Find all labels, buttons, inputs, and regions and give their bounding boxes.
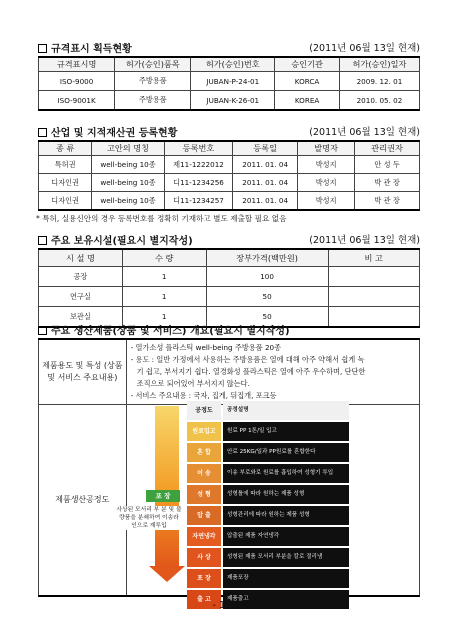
column-header: 발명자 — [298, 141, 355, 156]
cell: 2010. 05. 02 — [339, 91, 419, 111]
process-step-row — [187, 422, 349, 441]
section-title: 주요 생산제품(상품 및 서비스) 개요(필요시 별지작성) — [51, 326, 290, 337]
section-title: 산업 및 지적재산권 등록현황 — [51, 128, 178, 139]
checkbox-square-icon — [38, 326, 47, 335]
summary-line: 기 쉽고, 부서지기 쉽다. 열경화성 플라스틱은 열에 아주 우수하며, 단단한 — [136, 367, 366, 376]
row-label: 제품용도 및 특성 (상품 및 서비스 주요내용) — [39, 339, 127, 405]
as-of-date: (2011년 06월 13일 현재) — [309, 127, 420, 138]
section-header — [38, 124, 420, 138]
column-header: 종 류 — [39, 141, 92, 156]
ip-registration-section — [38, 124, 420, 224]
table-row — [39, 174, 420, 192]
cell: 50 — [206, 287, 328, 307]
process-step-row — [187, 464, 349, 483]
process-step-name: 사 상 — [187, 548, 221, 567]
column-header: 관리권자 — [355, 141, 420, 156]
cell: well-being 10종 — [92, 174, 164, 192]
section-title: 규격표시 획득현황 — [51, 44, 132, 55]
column-header: 허가(승인)일자 — [339, 57, 419, 72]
packaging-badge: 포 장 — [146, 490, 180, 502]
cell: 1 — [122, 267, 206, 287]
cell: 주방용품 — [115, 72, 191, 91]
flow-arrow-head — [149, 566, 185, 582]
cell: 100 — [206, 267, 328, 287]
cell: 1 — [122, 307, 206, 328]
summary-line: - 용도 : 일반 가정에서 사용하는 주방용품은 열에 대해 아주 약해서 쉽게 녹 — [130, 355, 365, 364]
ip-table — [38, 140, 420, 211]
as-of-date: (2011년 06월 13일 현재) — [309, 43, 420, 54]
cell: well-being 10종 — [92, 156, 164, 174]
cell: well-being 10종 — [92, 192, 164, 211]
as-of-date: (2011년 06월 13일 현재) — [309, 235, 420, 246]
product-summary — [126, 339, 419, 405]
section-header — [38, 40, 420, 54]
summary-line: - 열가소성 플라스틱 well-being 주방용품 20종 — [130, 343, 282, 352]
cell: 보관실 — [39, 307, 123, 328]
process-step-name: 포 장 — [187, 569, 221, 588]
cell: 디11-1234256 — [164, 174, 233, 192]
column-header: 승인기관 — [275, 57, 340, 72]
process-step-row — [187, 548, 349, 567]
flow-arrow-shaft — [155, 406, 179, 566]
cell — [328, 267, 419, 287]
process-step-desc: 안료 25KG/일과 PP원료를 혼합한다 — [223, 443, 349, 462]
cell: 주방용품 — [115, 91, 191, 111]
recycle-note: 사상된 모서리 부 분 및 불량품을 분쇄하여 이송라 인으로 재투입 — [116, 507, 182, 529]
cell: ISO-9001K — [39, 91, 115, 111]
cell: 특허권 — [39, 156, 92, 174]
cell — [328, 287, 419, 307]
table-row — [39, 192, 420, 211]
certification-table — [38, 56, 420, 111]
table-header-row — [39, 57, 420, 72]
column-header: 허가(승인)번호 — [191, 57, 275, 72]
process-step-name: 원료입고 — [187, 422, 221, 441]
column-header: 등록번호 — [164, 141, 233, 156]
process-flow-table — [187, 401, 349, 611]
table-header-row — [39, 141, 420, 156]
column-header: 등록일 — [233, 141, 298, 156]
cell: JUBAN-P-24-01 — [191, 72, 275, 91]
table-row — [39, 287, 420, 307]
cell: 박성지 — [298, 156, 355, 174]
process-step-name: 이 송 — [187, 464, 221, 483]
cell: 1 — [122, 287, 206, 307]
table-row — [39, 156, 420, 174]
footnote: * 특허, 실용신안의 경우 등록번호를 정확히 기재하고 별도 제출할 필요 없음 — [36, 214, 287, 223]
cell: 2009. 12. 01 — [339, 72, 419, 91]
table-row — [39, 91, 420, 111]
process-step-desc: 성형관리에 따라 원하는 제품 성형 — [223, 506, 349, 525]
page-number: - 12 - — [212, 600, 238, 611]
table-row — [39, 72, 420, 91]
column-header: 시 설 명 — [39, 249, 123, 267]
process-header-label: 공정도 — [187, 401, 221, 420]
column-header: 규격표시명 — [39, 57, 115, 72]
cell: 박성지 — [298, 192, 355, 211]
column-header: 허가(승인)품목 — [115, 57, 191, 72]
cell: 디자인권 — [39, 174, 92, 192]
cell: 박성지 — [298, 174, 355, 192]
table-header-row — [39, 249, 420, 267]
table-row — [39, 339, 420, 405]
checkbox-square-icon — [38, 236, 47, 245]
process-step-desc: 이송 부로와로 원료를 흡입하여 성형기 투입 — [223, 464, 349, 483]
summary-line: 조직으로 되어있어 부서지지 않는다. — [136, 379, 250, 388]
cell: KORCA — [275, 72, 340, 91]
process-step-desc: 제품포장 — [223, 569, 349, 588]
process-step-name: 혼 합 — [187, 443, 221, 462]
process-step-row — [187, 443, 349, 462]
cell: 50 — [206, 307, 328, 328]
checkbox-square-icon — [38, 44, 47, 53]
cell: 연구실 — [39, 287, 123, 307]
column-header: 수 량 — [122, 249, 206, 267]
facilities-table — [38, 248, 420, 328]
process-steps — [187, 422, 349, 609]
cell: 공장 — [39, 267, 123, 287]
section-title: 주요 보유시설(필요시 별지작성) — [51, 236, 193, 247]
cell: 디11-1234257 — [164, 192, 233, 211]
checkbox-square-icon — [38, 128, 47, 137]
cell: 2011. 01. 04 — [233, 156, 298, 174]
process-step-desc: 원료 PP 1톤/일 입고 — [223, 422, 349, 441]
process-header-row — [187, 401, 349, 420]
row-label: 제품생산공정도 — [39, 405, 127, 597]
section-header — [38, 232, 420, 246]
summary-line: - 서비스 주요내용 : 국자, 집게, 뒤집개, 포크등 — [130, 391, 277, 400]
cell: 디자인권 — [39, 192, 92, 211]
process-step-row — [187, 485, 349, 504]
cell: JUBAN-K-26-01 — [191, 91, 275, 111]
cell: 박 관 장 — [355, 174, 420, 192]
cell: KOREA — [275, 91, 340, 111]
facilities-section — [38, 232, 420, 328]
process-step-desc: 압출된 제품 자연냉각 — [223, 527, 349, 546]
process-step-row — [187, 506, 349, 525]
cell: 2011. 01. 04 — [233, 174, 298, 192]
table-row — [39, 267, 420, 287]
process-header-desc: 공정설명 — [223, 401, 349, 420]
process-step-row — [187, 527, 349, 546]
column-header: 고안의 명칭 — [92, 141, 164, 156]
process-step-name: 성 형 — [187, 485, 221, 504]
process-step-desc: 성형틀에 따라 원하는 제품 성형 — [223, 485, 349, 504]
cell: ISO-9000 — [39, 72, 115, 91]
column-header: 장부가격(백만원) — [206, 249, 328, 267]
process-step-desc: 제품출고 — [223, 590, 349, 609]
column-header: 비 고 — [328, 249, 419, 267]
cell: 2011. 01. 04 — [233, 192, 298, 211]
process-step-name: 압 출 — [187, 506, 221, 525]
cell: 안 성 두 — [355, 156, 420, 174]
cell: 제11-1222012 — [164, 156, 233, 174]
process-step-name: 출 고 — [187, 590, 221, 609]
section-header — [38, 322, 420, 336]
process-step-row — [187, 569, 349, 588]
process-step-name: 자연냉각 — [187, 527, 221, 546]
cell: 박 관 장 — [355, 192, 420, 211]
certification-section — [38, 40, 420, 111]
process-step-desc: 성형된 제품 모서리 부분을 칼로 절리냄 — [223, 548, 349, 567]
